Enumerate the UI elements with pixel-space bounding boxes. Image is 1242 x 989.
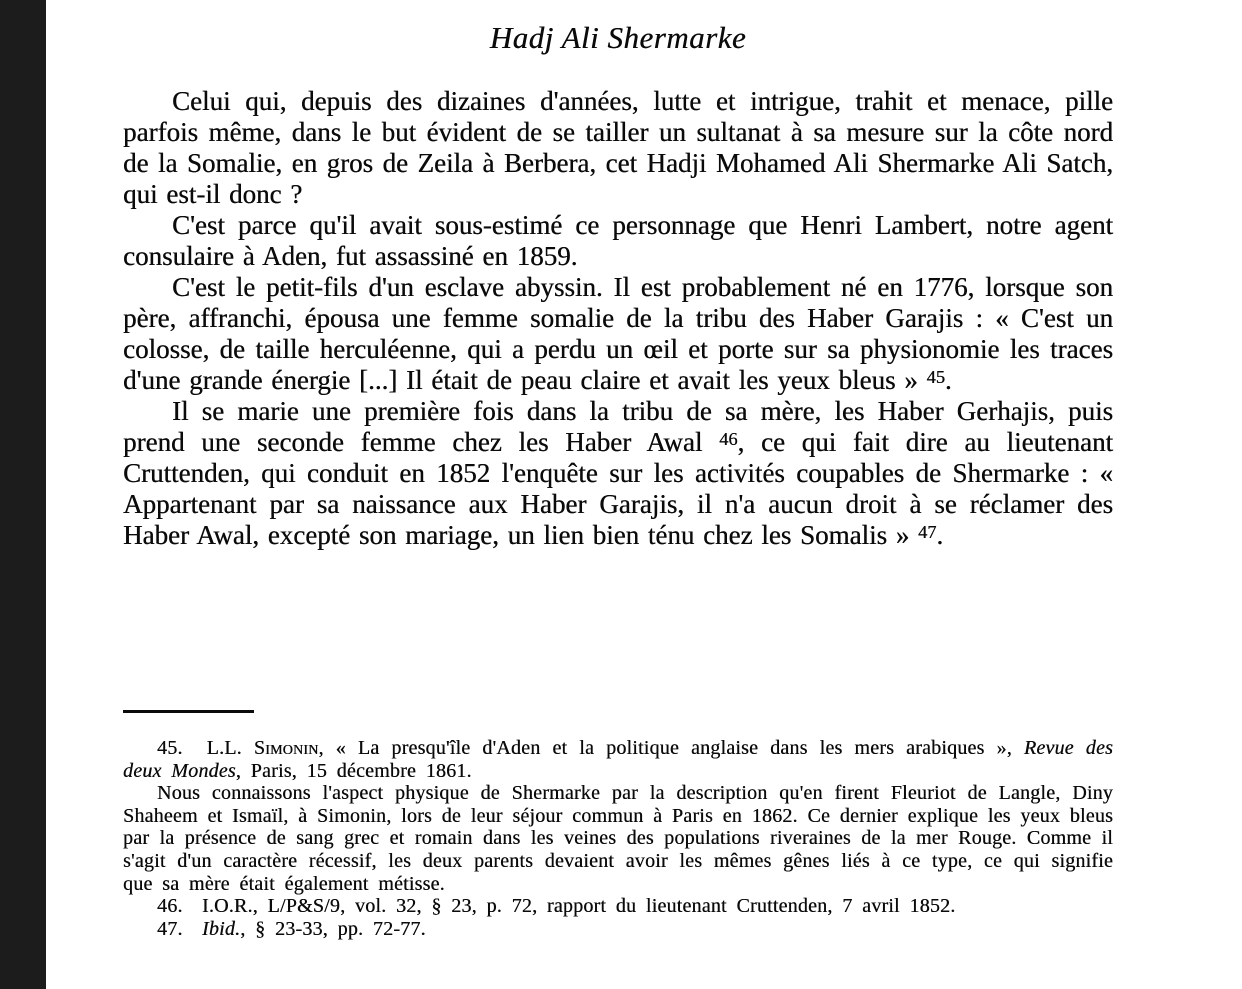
text-segment: Ibid. (202, 917, 241, 940)
footnote-item (123, 737, 1113, 782)
body-text (123, 86, 1113, 551)
footnote-divider (123, 710, 254, 713)
footnote-item (123, 782, 1113, 895)
text-segment: Simonin (253, 737, 319, 759)
text-segment: . (936, 520, 944, 550)
text-segment: 46. I.O.R., L/P&S/9, vol. 32, § 23, p. 72, rapport du lieutenant Cruttenden, 7 avril 1852. (157, 895, 956, 918)
text-segment: Celui qui, depuis des dizaines d'années, lutte et intrigue, trahit et menace, pille parfois même, dans le but évident de se tailler un sultanat à sa mesure sur la côte nord de la Somalie, en gros de Zeila à Berbera, cet Hadji Mohamed Ali Shermarke Ali Satch, qui est-il donc ? (123, 86, 1113, 209)
text-segment: Il se marie une première fois dans la tribu de sa mère, les Haber Gerhajis, puis prend une seconde femme chez les Haber Awal (123, 396, 1113, 457)
text-segment: , ce qui fait dire au lieutenant Cruttenden, qui conduit en 1852 l'enquête sur les activités coupables de Shermarke : « Appartenant par sa naissance aux Haber Garajis, il n'a aucun droit à se réclamer des Haber Awal, excepté son mariage, un lien bien ténu chez les Somalis » (123, 427, 1113, 550)
footnote-item (123, 895, 1113, 918)
paragraph (123, 210, 1113, 272)
scan-gutter-bar (0, 0, 46, 989)
text-segment: . (944, 365, 952, 395)
text-segment: 47. (157, 917, 202, 940)
text-segment: , « La presqu'île d'Aden et la politique anglaise dans les mers arabiques », (318, 737, 1024, 759)
text-segment: , Paris, 15 décembre 1861. (235, 759, 472, 782)
paragraph (123, 396, 1113, 551)
footnote-marker: 47 (918, 521, 937, 542)
text-segment: Nous connaissons l'aspect physique de Shermarke par la description qu'en firent Fleuriot de Langle, Diny Shaheem et Ismaïl, à Simonin, lors de leur séjour commun à Paris en 1862. Ce dernier explique les yeux bleus par la présence de sang grec et romain dans les veines des populations riveraines de la mer Rouge. Comme il s'agit d'un caractère récessif, les deux parents devaient avoir les mêmes gênes liés à ce type, ce qui signifie que sa mère était également métisse. (123, 782, 1113, 895)
text-segment: Revue des deux Mondes (123, 737, 1114, 782)
paragraph (123, 86, 1113, 210)
footnotes-section (123, 737, 1113, 940)
footnote-marker: 46 (719, 428, 738, 449)
text-segment: , § 23-33, pp. 72-77. (240, 917, 426, 940)
page-title: Hadj Ali Shermarke (489, 20, 747, 55)
footnote-item (123, 918, 1113, 941)
text-segment: C'est parce qu'il avait sous-estimé ce personnage que Henri Lambert, notre agent consulaire à Aden, fut assassiné en 1859. (123, 210, 1113, 271)
paragraph (123, 272, 1113, 396)
text-segment: 45. L.L. (157, 737, 254, 759)
text-segment: C'est le petit-fils d'un esclave abyssin. Il est probablement né en 1776, lorsque son père, affranchi, épousa une femme somalie de la tribu des Haber Garajis : « C'est un colosse, de taille herculéenne, qui a perdu un œil et porte sur sa physionomie les traces d'une grande énergie [...] Il était de peau claire et avait les yeux bleus » (123, 272, 1113, 395)
footnote-marker: 45 (926, 366, 945, 387)
